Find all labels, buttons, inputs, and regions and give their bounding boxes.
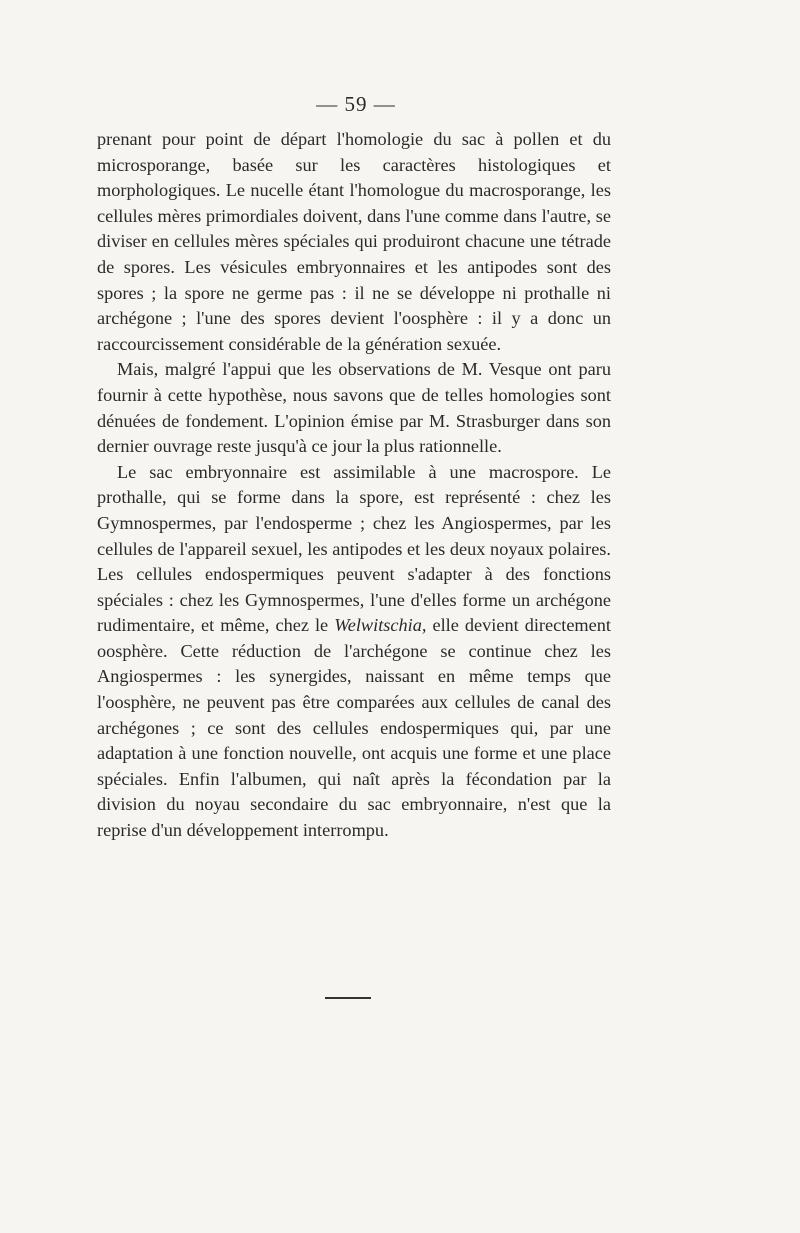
paragraph-3-text-after: elle devient directement oosphère. Cette réduction de l'archégone se continue chez les Angiospermes : les synergides, naissant en même temps que l'oosphère, ne peuvent pas être comparées aux cellules de canal des archégones ; ce sont des cellules endospermiques qui, par une adaptation à une fonction nouvelle, ont acquis une forme et une place spéciales. Enfin l'albumen, qui naît après la fécondation par la division du noyau secondaire du sac embryonnaire, n'est que la reprise d'un développement interrompu. <box>97 615 611 841</box>
species-name-italic: Welwitschia, <box>334 615 427 636</box>
paragraph-2: Mais, malgré l'appui que les observations de M. Vesque ont paru fournir à cette hypothèse, nous savons que de telles homologies sont dénuées de fondement. L'opinion émise par M. Strasburger dans son dernier ouvrage reste jusqu'à ce jour la plus rationnelle. <box>97 359 611 457</box>
section-end-rule <box>325 997 371 999</box>
page-number: — 59 — <box>316 92 396 116</box>
paragraph-3 <box>97 460 611 844</box>
body-text <box>97 127 611 844</box>
paragraph-1: prenant pour point de départ l'homologie du sac à pollen et du microsporange, basée sur les caractères histologiques et morphologiques. Le nucelle étant l'homologue du macrosporange, les cellules mères primordiales doivent, dans l'une comme dans l'autre, se diviser en cellules mères spéciales qui produiront chacune une tétrade de spores. Les vésicules embryonnaires et les antipodes sont des spores ; la spore ne germe pas : il ne se développe ni prothalle ni archégone ; l'une des spores devient l'oosphère : il y a donc un raccourcissement considérable de la génération sexuée. <box>97 129 611 354</box>
paragraph-3-text-before: Le sac embryonnaire est assimilable à une macrospore. Le prothalle, qui se forme dans la spore, est représenté : chez les Gymnospermes, par l'endosperme ; chez les Angiospermes, par les cellules de l'appareil sexuel, les antipodes et les deux noyaux polaires. Les cellules endospermiques peuvent s'adapter à des fonctions spéciales : chez les Gymnospermes, l'une d'elles forme un archégone rudimentaire, et même, chez le <box>97 461 611 636</box>
